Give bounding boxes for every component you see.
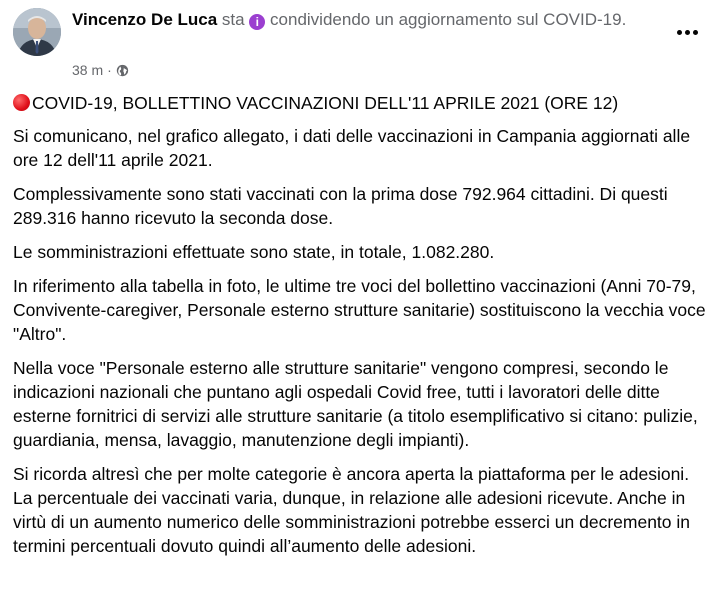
post-paragraph: Nella voce "Personale esterno alle strutture sanitarie" vengono compresi, secondo le indicazioni nazionali che puntano agli ospedali Covid free, tutti i lavoratori delle ditte esterne fornitrici di servizi alle strutture sanitarie (a titolo esemplificativo si citano: pulizie, guardiania, mensa, lavaggio, manutenzione degli impianti).	[13, 358, 698, 450]
more-options-icon-dot	[693, 30, 698, 35]
more-options-icon-dot	[685, 30, 690, 35]
globe-icon[interactable]	[116, 64, 129, 77]
profile-photo	[13, 8, 61, 56]
post-title-row	[13, 91, 713, 115]
post-paragraph: Si ricorda altresì che per molte categorie è ancora aperta la piattaforma per le adesioni. La percentuale dei vaccinati varia, dunque, in relazione alle adesioni ricevute. Anche in virtù di un aumento numerico delle somministrazioni potrebbe esserci un decremento in termini percentuali dovuto quindi all’aumento delle adesioni.	[13, 464, 691, 556]
post-paragraph: Le somministrazioni effettuate sono state, in totale, 1.082.280.	[13, 242, 495, 262]
activity-prefix: sta	[217, 10, 250, 29]
post-header	[72, 9, 657, 31]
more-options-icon	[677, 30, 682, 35]
post-title: COVID-19, BOLLETTINO VACCINAZIONI DELL'11 APRILE 2021 (ORE 12)	[32, 93, 619, 113]
activity-text: condividendo un aggiornamento sul COVID-19.	[265, 10, 627, 29]
author-name[interactable]: Vincenzo De Luca	[72, 10, 218, 29]
post-timestamp[interactable]: 38 m	[72, 62, 104, 78]
info-icon: i	[249, 14, 265, 30]
post-meta	[72, 61, 129, 79]
post-content	[13, 91, 713, 568]
post-paragraph: In riferimento alla tabella in foto, le ultime tre voci del bollettino vaccinazioni (Anni 70-79, Convivente-caregiver, Personale esterno strutture sanitarie) sostituiscono la vecchia voce "Altro".	[13, 276, 706, 344]
red-circle-icon	[13, 94, 30, 111]
post-paragraph: Si comunicano, nel grafico allegato, i dati delle vaccinazioni in Campania aggiornati alle ore 12 dell'11 aprile 2021.	[13, 126, 691, 170]
post-paragraph: Complessivamente sono stati vaccinati con la prima dose 792.964 cittadini. Di questi 289.316 hanno ricevuto la seconda dose.	[13, 184, 668, 228]
avatar[interactable]	[13, 8, 61, 56]
meta-separator: ·	[107, 62, 112, 78]
more-options-button[interactable]	[671, 22, 703, 42]
